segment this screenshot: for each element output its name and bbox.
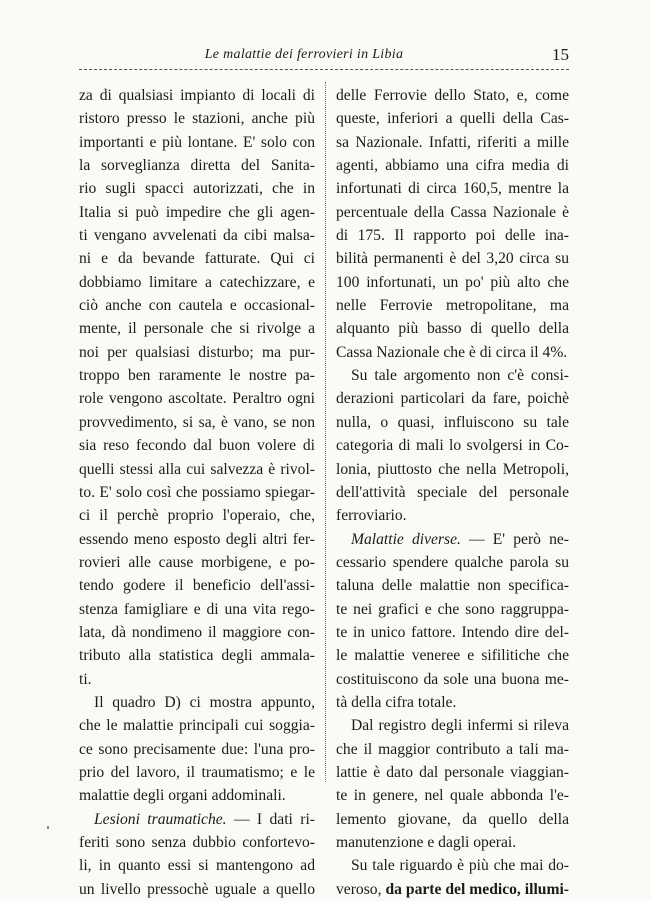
paper-speck xyxy=(47,826,49,829)
text-line xyxy=(79,434,315,457)
text-run: tributo alla statistica degli ammala- xyxy=(79,647,315,665)
text-run: dell'attività speciale del personale xyxy=(336,483,569,501)
text-run: Dal registro degli infermi si rileva xyxy=(351,717,569,735)
text-run: provvedimento, si sa, è vano, se non xyxy=(79,413,315,431)
text-run: dobbiamo limitare a catechizzare, e xyxy=(79,273,315,291)
text-line xyxy=(79,131,315,154)
text-run: Su tale riguardo è più che mai do- xyxy=(351,857,569,875)
text-run: infortunati di circa 160,5, mentre la xyxy=(336,180,569,198)
text-run: za di qualsiasi impianto di locali di xyxy=(79,87,315,104)
text-run: categoria di mali lo svolgersi in Co- xyxy=(336,437,569,455)
text-run: rovieri alle cause morbigene, e po- xyxy=(79,553,315,571)
text-run: troppo ben raramente le nostre pa- xyxy=(79,367,315,385)
text-run: lemento giovane, da quello della xyxy=(336,810,569,828)
text-line xyxy=(79,504,315,527)
text-line xyxy=(79,294,315,317)
text-line xyxy=(336,84,569,107)
text-run: noi per qualsiasi disturbo; ma pur- xyxy=(79,343,315,361)
text-run: te in unico fattore. Intendo dire del- xyxy=(336,623,569,641)
page-number: 15 xyxy=(552,45,569,64)
text-run: — E' però ne- xyxy=(460,530,569,548)
text-line xyxy=(336,411,569,434)
text-line xyxy=(336,691,569,714)
column-divider xyxy=(325,82,326,782)
text-run: ni e da bevande fatturate. Qui ci xyxy=(79,250,315,268)
text-line xyxy=(79,317,315,340)
text-line xyxy=(79,247,315,270)
text-line xyxy=(79,784,315,807)
text-run: cessario spendere qualche parola su xyxy=(336,553,569,571)
text-run: queste, inferiori a quelli della Cas- xyxy=(336,110,569,128)
text-line xyxy=(336,341,569,364)
text-run: la sorveglianza diretta del Sanita- xyxy=(79,157,315,175)
text-run: le malattie veneree e sifilitiche che xyxy=(336,647,569,665)
text-run: delle Ferrovie dello Stato, e, come xyxy=(336,87,569,104)
right-column xyxy=(336,84,569,901)
text-line xyxy=(336,808,569,831)
text-run: ti vengano avvelenati da cibi malsa- xyxy=(79,227,315,245)
text-run: ti. xyxy=(79,670,92,688)
text-line xyxy=(336,551,569,574)
text-line xyxy=(336,784,569,807)
text-run: sa Nazionale. Infatti, riferiti a mille xyxy=(336,133,569,151)
text-line xyxy=(336,761,569,784)
text-run: quelli stessi alla cui salvezza è rivol- xyxy=(79,460,315,478)
text-line xyxy=(336,504,569,527)
running-title: Le malattie dei ferrovieri in Libia xyxy=(204,47,404,62)
text-run: tendo godere il beneficio dell'assi- xyxy=(79,577,315,595)
text-line xyxy=(79,644,315,667)
text-run: prio del lavoro, il traumatismo; e le xyxy=(79,763,315,781)
text-line xyxy=(336,878,569,901)
italic-heading: Lesioni traumatiche. xyxy=(94,810,227,828)
text-line xyxy=(336,294,569,317)
text-line xyxy=(79,551,315,574)
text-line xyxy=(336,831,569,854)
text-run: sia reso fecondo dal buon volere di xyxy=(79,437,315,455)
text-line xyxy=(79,458,315,481)
text-run: ristoro presso le stazioni, anche più xyxy=(79,110,315,128)
italic-heading: Malattie diverse. xyxy=(351,530,461,548)
text-run: role vengono ascoltate. Peraltro ogni xyxy=(79,390,315,408)
text-run: un livello pressochè uguale a quello xyxy=(79,880,315,898)
text-line xyxy=(336,574,569,597)
text-line xyxy=(79,668,315,691)
text-line xyxy=(336,154,569,177)
text-line xyxy=(79,574,315,597)
text-line xyxy=(79,808,315,831)
left-column xyxy=(79,84,315,901)
text-run: essendo meno esposto degli altri fer- xyxy=(79,530,315,548)
text-line xyxy=(79,411,315,434)
text-run: ciò anche con cautela e occasional- xyxy=(79,297,315,315)
text-run: lonia, piuttosto che nella Metropoli, xyxy=(336,460,569,478)
text-line xyxy=(79,691,315,714)
text-line xyxy=(79,714,315,737)
text-run: agenti, abbiamo una cifra media di xyxy=(336,157,569,175)
text-line xyxy=(79,598,315,621)
text-line xyxy=(336,364,569,387)
text-line xyxy=(79,177,315,200)
text-run: veroso, xyxy=(336,880,386,898)
bold-text-run: da parte del medico, illumi- xyxy=(385,880,569,898)
text-run: lattie è dato dal personale viaggian- xyxy=(336,763,569,781)
text-run: to. E' solo così che possiamo spiegar- xyxy=(79,483,315,501)
text-run: lata, dà nondimeno il maggiore con- xyxy=(79,623,315,641)
text-run: di 175. Il rapporto poi delle ina- xyxy=(336,227,569,245)
text-run: te in genere, nel quale abbonda l'e- xyxy=(336,787,569,805)
text-line xyxy=(336,317,569,340)
text-line xyxy=(336,434,569,457)
text-line xyxy=(336,481,569,504)
text-line xyxy=(79,84,315,107)
text-run: Su tale argomento non c'è consi- xyxy=(351,367,569,385)
text-run: costituiscono da sole una buona me- xyxy=(336,670,569,688)
text-line xyxy=(336,644,569,667)
header-rule xyxy=(79,69,569,70)
text-run: stenza famigliare e di una vita rego- xyxy=(79,600,315,618)
text-run: te nei grafici e che sono raggruppa- xyxy=(336,600,569,618)
text-run: Italia si può impedire che gli agen- xyxy=(79,203,315,221)
text-line xyxy=(79,738,315,761)
text-line xyxy=(336,247,569,270)
text-line xyxy=(79,878,315,901)
text-line xyxy=(336,738,569,761)
text-line xyxy=(79,154,315,177)
text-line xyxy=(79,854,315,877)
text-line xyxy=(79,481,315,504)
text-line xyxy=(79,341,315,364)
text-line xyxy=(336,458,569,481)
text-line xyxy=(336,131,569,154)
text-run: importanti e più lontane. E' solo con xyxy=(79,133,315,151)
text-run: 100 infortunati, un po' più alto che xyxy=(336,273,569,291)
text-run: malattie degli organi addominali. xyxy=(79,787,286,805)
text-line xyxy=(79,107,315,130)
text-line xyxy=(336,271,569,294)
text-line xyxy=(79,621,315,644)
text-run: ce sono precisamente due: l'una pro- xyxy=(79,740,315,758)
text-run: nelle Ferrovie metropolitane, ma xyxy=(336,297,569,315)
text-line xyxy=(336,201,569,224)
text-line xyxy=(79,364,315,387)
text-run: taluna delle malattie non specifica- xyxy=(336,577,569,595)
text-run: alquanto più basso di quello della xyxy=(336,320,569,338)
text-line xyxy=(336,598,569,621)
text-run: nulla, o quasi, influiscono su tale xyxy=(336,413,569,431)
text-run: manutenzione e dagli operai. xyxy=(336,834,517,851)
text-run: rio sugli spacci autorizzati, che in xyxy=(79,180,315,198)
text-run: tà della cifra totale. xyxy=(336,693,457,711)
text-line xyxy=(79,528,315,551)
text-line xyxy=(336,387,569,410)
text-line xyxy=(336,854,569,877)
text-line xyxy=(79,201,315,224)
text-line xyxy=(336,107,569,130)
text-run: Cassa Nazionale che è di circa il 4%. xyxy=(336,343,568,361)
text-run: derazioni particolari da fare, poichè xyxy=(336,390,569,408)
text-line xyxy=(336,668,569,691)
text-line xyxy=(336,177,569,200)
text-run: feriti sono senza dubbio confortevo- xyxy=(79,834,315,851)
text-run: Il quadro D) ci mostra appunto, xyxy=(94,693,315,711)
text-run: che le malattie principali cui soggia- xyxy=(79,717,315,735)
text-line xyxy=(79,224,315,247)
text-line xyxy=(79,387,315,410)
text-line xyxy=(336,528,569,551)
text-line xyxy=(79,271,315,294)
text-run: li, in quanto essi si mantengono ad xyxy=(79,857,315,875)
text-line xyxy=(336,224,569,247)
running-head xyxy=(79,47,569,69)
text-run: che il maggior contributo a tali ma- xyxy=(336,740,569,758)
text-run: ferroviario. xyxy=(336,507,407,525)
text-line xyxy=(79,831,315,854)
text-line xyxy=(336,714,569,737)
text-line xyxy=(79,761,315,784)
text-line xyxy=(336,621,569,644)
text-run: percentuale della Cassa Nazionale è xyxy=(336,203,569,221)
text-run: bilità permanenti è del 3,20 circa su xyxy=(336,250,569,268)
text-run: — I dati ri- xyxy=(226,810,315,828)
text-run: ci il perchè proprio l'operaio, che, xyxy=(79,507,315,525)
text-run: mente, il personale che si rivolge a xyxy=(79,320,315,338)
